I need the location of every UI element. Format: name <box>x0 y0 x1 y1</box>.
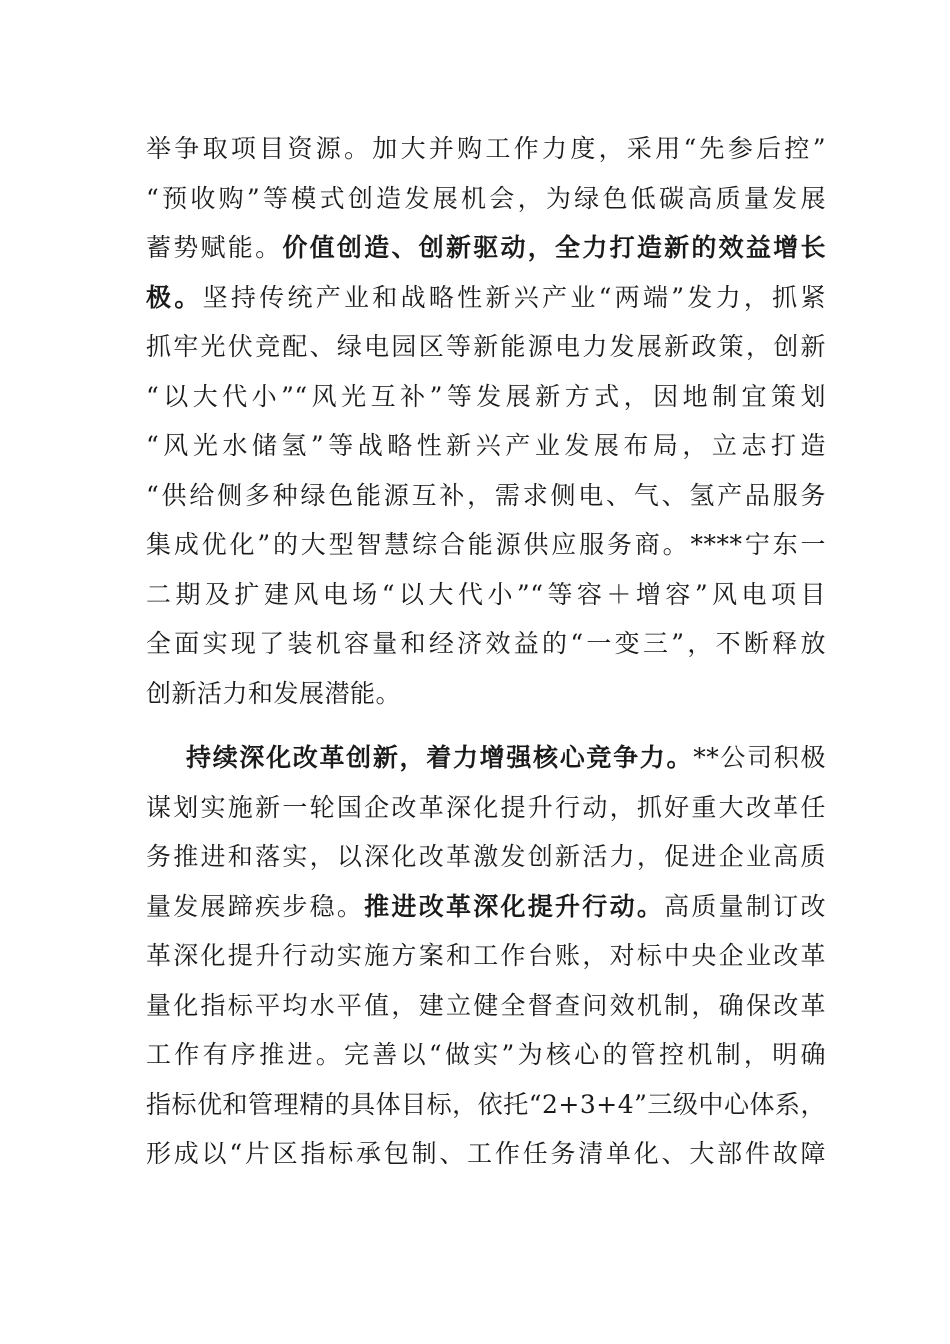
paragraph-line: 全面实现了装机容量和经济效益的“一变三”，不断释放 <box>146 629 826 658</box>
text-run: 量发展蹄疾步稳。 <box>146 891 365 921</box>
text-run: 坚持传统产业和战略性新兴产业“两端”发力，抓紧 <box>202 282 826 312</box>
paragraph-line <box>146 223 826 273</box>
paragraph-line: “预收购”等模式创造发展机会，为绿色低碳高质量发展 <box>146 183 826 213</box>
paragraph-line: 举争取项目资源。加大并购工作力度，采用“先参后控” <box>146 134 826 163</box>
document-body <box>146 124 826 1179</box>
text-run: 高质量制订改 <box>664 891 826 921</box>
paragraph-1 <box>146 124 826 718</box>
paragraph-line: 革深化提升行动实施方案和工作台账，对标中央企业改革 <box>146 941 826 970</box>
text-run: 蓄势赋能。 <box>146 233 283 262</box>
paragraph-line: 工作有序推进。完善以“做实”为核心的管控机制，明确 <box>146 1040 826 1069</box>
paragraph-line: 量化指标平均水平值，建立健全督查问效机制，确保改革 <box>146 990 826 1020</box>
bold-heading-run: 价值创造、创新驱动，全力打造新的效益增长 <box>282 233 826 262</box>
paragraph-line: 集成优化”的大型智慧综合能源供应服务商。****宁东一 <box>146 530 826 559</box>
text-run: **公司积极 <box>693 743 826 772</box>
paragraph-2 <box>146 733 826 1179</box>
paragraph-line: 谋划实施新一轮国企改革深化提升行动，抓好重大改革任 <box>146 792 826 822</box>
paragraph-line: 创新活力和发展潜能。 <box>146 678 402 708</box>
paragraph-line: “风光水储氢”等战略性新兴产业发展布局，立志打造 <box>146 431 826 460</box>
bold-heading-run: 推进改革深化提升行动。 <box>364 891 665 921</box>
paragraph-line: 抓牢光伏竞配、绿电园区等新能源电力发展新政策，创新 <box>146 332 826 361</box>
paragraph-line <box>146 273 826 323</box>
paragraph-line: 二期及扩建风电场“以大代小”“等容＋增容”风电项目 <box>146 579 826 609</box>
paragraph-line: “供给侧多种绿色能源互补，需求侧电、气、氢产品服务 <box>146 480 826 510</box>
paragraph-line: 指标优和管理精的具体目标，依托“2+3+4”三级中心体系， <box>146 1089 826 1119</box>
paragraph-line: 形成以“片区指标承包制、工作任务清单化、大部件故障 <box>146 1139 826 1168</box>
bold-heading-run: 持续深化改革创新，着力增强核心竞争力。 <box>186 743 694 772</box>
paragraph-line <box>146 733 826 783</box>
paragraph-line: 务推进和落实，以深化改革激发创新活力，促进企业高质 <box>146 842 826 871</box>
bold-heading-run: 极。 <box>146 282 203 312</box>
paragraph-line: “以大代小”“风光互补”等发展新方式，因地制宜策划 <box>146 381 826 411</box>
paragraph-line <box>146 882 826 932</box>
